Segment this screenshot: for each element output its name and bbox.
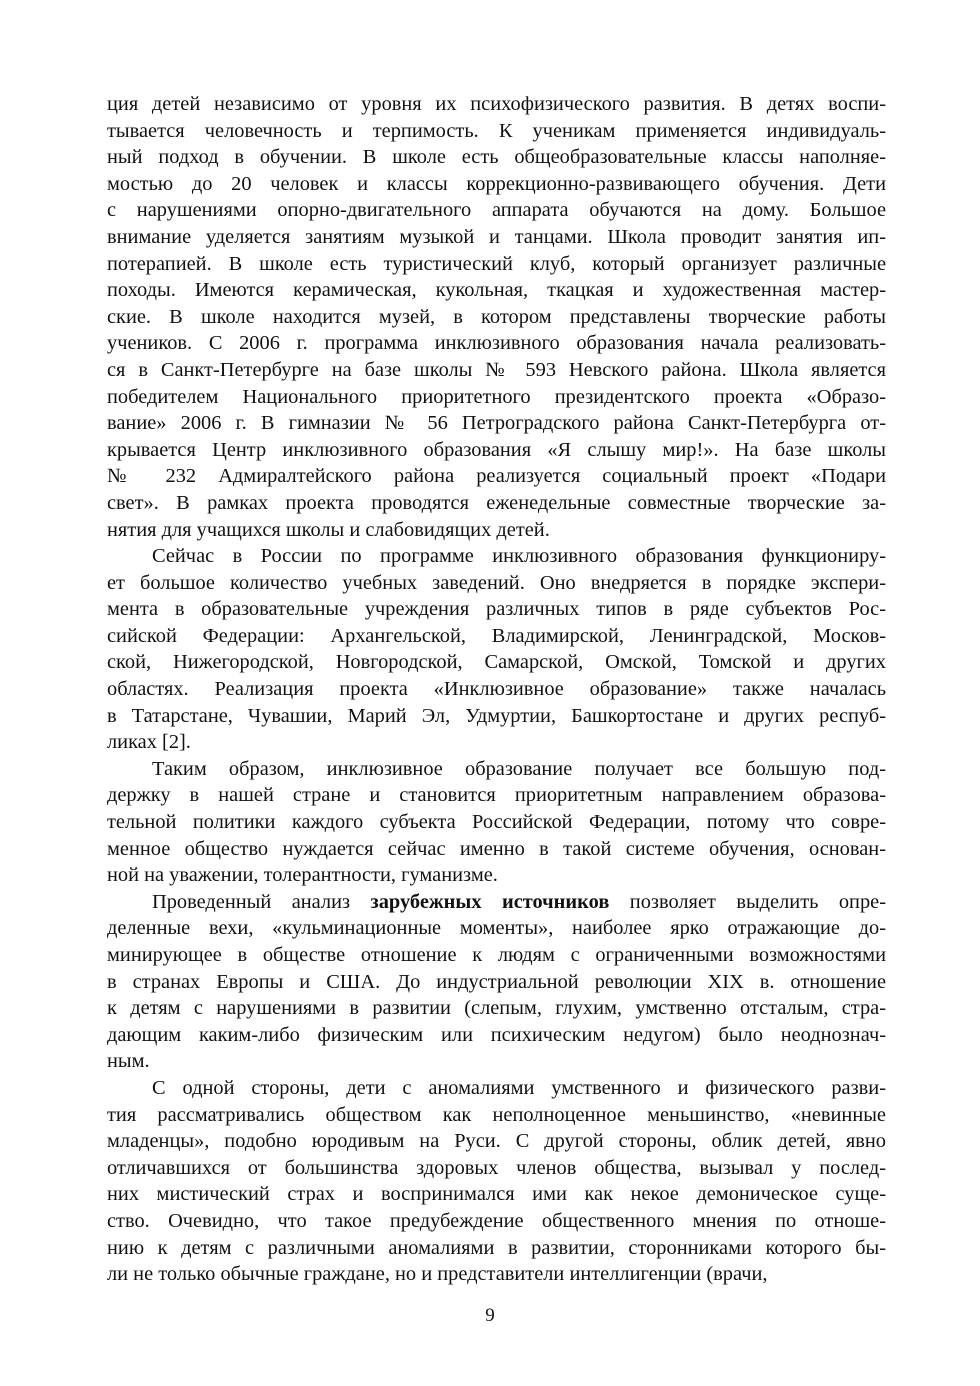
text-line: нятия для учащихся школы и слабовидящих детей. xyxy=(107,518,550,541)
text-line: минирующее в обществе отношение к людям с ограниченными возможностями xyxy=(107,944,886,966)
text-line: в странах Европы и США. До индустриальной революции XIX в. отношение xyxy=(107,970,886,993)
text-line: свет». В рамках проекта проводятся еженедельные совместные творческие за- xyxy=(107,491,886,514)
text-line: внимание уделяется занятиям музыкой и танцами. Школа проводит занятия ип- xyxy=(107,225,886,248)
text-line: ный подход в обучении. В школе есть общеобразовательные классы наполняе- xyxy=(107,146,886,169)
text-line: Сейчас в России по программе инклюзивного образования функциониру- xyxy=(152,545,886,568)
text-line: ет большое количество учебных заведений. Оно внедряется в порядке экспери- xyxy=(107,571,886,594)
text-line: с нарушениями опорно-двигательного аппарата обучаются на дому. Большое xyxy=(107,199,886,222)
text-line: ным. xyxy=(107,1050,150,1073)
text-line: С одной стороны, дети с аномалиями умственного и физического разви- xyxy=(152,1076,886,1099)
paragraph xyxy=(107,756,886,889)
text-line: младенцы», подобно юродивым на Руси. С другой стороны, облик детей, явно xyxy=(107,1130,886,1153)
text-line: ция детей независимо от уровня их психофизического развития. В детях воспи- xyxy=(107,93,886,115)
text-run: Проведенный анализ xyxy=(152,890,371,913)
text-line: тельной политики каждого субъекта Российской Федерации, потому что совре- xyxy=(107,811,886,834)
text-line: дающим каким-либо физическим или психическим недугом) было неоднознач- xyxy=(107,1023,886,1046)
text-line: нию к детям с различными аномалиями в развитии, сторонниками которого бы- xyxy=(107,1236,886,1259)
text-line: ной на уважении, толерантности, гуманизме. xyxy=(107,864,498,887)
text-line: к детям с нарушениями в развитии (слепым, глухим, умственно отсталым, стра- xyxy=(107,997,886,1020)
text-line: деленные вехи, «кульминационные моменты», наиболее ярко отражающие до- xyxy=(107,917,886,940)
text-line: тия рассматривались обществом как неполноценное меньшинство, «невинные xyxy=(107,1103,886,1126)
text-line: победителем Национального приоритетного президентского проекта «Образо- xyxy=(107,385,886,408)
text-line: крывается Центр инклюзивного образования «Я слышу мир!». На базе школы xyxy=(107,438,886,461)
text-line: учеников. С 2006 г. программа инклюзивного образования начала реализовать- xyxy=(107,332,886,355)
text-line: тывается человечность и терпимость. К ученикам применяется индивидуаль- xyxy=(107,119,886,142)
bold-term: зарубежных источников xyxy=(370,890,610,913)
paragraph xyxy=(107,543,886,756)
body-text xyxy=(107,91,886,1288)
text-line: в Татарстане, Чувашии, Марий Эл, Удмуртии, Башкортостане и других респуб- xyxy=(107,704,886,727)
text-line: областях. Реализация проекта «Инклюзивное образование» также началась xyxy=(107,678,886,701)
text-line: ские. В школе находится музей, в котором представлены творческие работы xyxy=(107,305,886,328)
text-line: ство. Очевидно, что такое предубеждение общественного мнения по отноше- xyxy=(107,1209,886,1232)
text-line: № 232 Адмиралтейского района реализуется социальный проект «Подари xyxy=(107,465,886,488)
text-line: ской, Нижегородской, Новгородской, Самарской, Омской, Томской и других xyxy=(107,651,886,674)
text-line: потерапией. В школе есть туристический клуб, который организует различные xyxy=(107,252,886,275)
text-line: ли не только обычные граждане, но и представители интеллигенции (врачи, xyxy=(107,1263,768,1286)
text-line: мента в образовательные учреждения различных типов в ряде субъектов Рос- xyxy=(107,598,886,621)
text-line: Таким образом, инклюзивное образование получает все большую под- xyxy=(152,757,886,780)
page-number: 9 xyxy=(485,1305,495,1326)
text-line: менное общество нуждается сейчас именно в такой системе обучения, основан- xyxy=(107,837,886,860)
paragraph xyxy=(107,1075,886,1288)
text-line: них мистический страх и воспринимался ими как некое демоническое суще- xyxy=(107,1183,886,1206)
text-line: ликах [2]. xyxy=(107,731,191,754)
paragraph xyxy=(107,91,886,543)
text-line: держку в нашей стране и становится приоритетным направлением образова- xyxy=(107,784,886,807)
text-line: ся в Санкт-Петербурге на базе школы № 593 Невского района. Школа является xyxy=(107,358,886,381)
paragraph xyxy=(107,889,886,1075)
text-line: отличавшихся от большинства здоровых членов общества, вызывал у послед- xyxy=(107,1156,886,1179)
text-line xyxy=(107,889,886,916)
text-line: мостью до 20 человек и классы коррекционно-развивающего обучения. Дети xyxy=(107,172,886,195)
text-line: сийской Федерации: Архангельской, Владимирской, Ленинградской, Москов- xyxy=(107,624,886,647)
text-line: вание» 2006 г. В гимназии № 56 Петроградского района Санкт-Петербурга от- xyxy=(107,412,886,435)
text-line: походы. Имеются керамическая, кукольная, ткацкая и художественная мастер- xyxy=(107,279,886,302)
text-run: позволяет выделить опре- xyxy=(609,890,886,913)
